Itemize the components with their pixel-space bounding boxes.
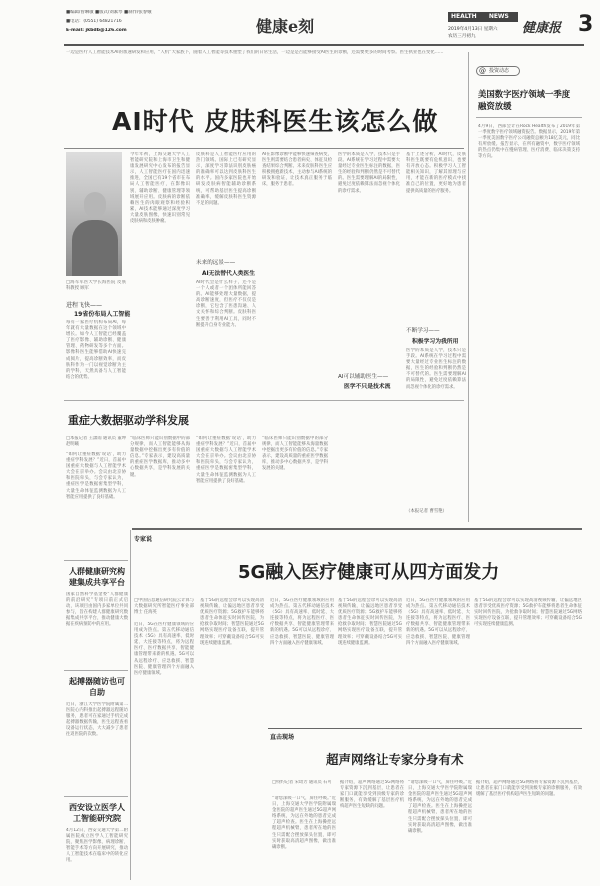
masthead-lunar: 农历三月初九 [448, 34, 476, 39]
masthead-section-title: 健康e刻 [256, 17, 315, 36]
news5-title: 西安设立医学人工智能研究院 [69, 803, 125, 823]
health-label: HEALTH [451, 13, 477, 20]
health-news-bar [448, 12, 518, 22]
subheading-2b: AI无法替代人类医生 [202, 271, 256, 277]
subheading-4: 不断学习—— [406, 328, 440, 334]
feature-text-2: 基于5G的远程会诊可以实现高清视频传输，让偏远地区患者享受优质医疗资源；5G救护车能够将患者生命体征实时回传医院，为抢救争取时间；智慧医院通过5G网络实现医疗设备互联，提升管理效率；可穿戴设备结合5G可实现连续健康监测。 [200, 598, 264, 646]
news5-rule [64, 796, 128, 797]
masthead-phone: ■电话：(0551) 64821716 [66, 19, 122, 24]
left-col2-text-b: “临床医师只能识别数据中的部分规律，而人工智能能够从海量数据中挖掘出更多有价值的信息。”专家表示，建设高质量的重症医学数据库，推动多中心数据共享，是学科发展的关键。 [130, 436, 190, 478]
headline-rule [64, 148, 464, 149]
feature-byline: □中国信息通信研究院云计算与大数据研究所智能医疗事业部 博士 任海英 [134, 598, 194, 616]
portrait-body-shape [72, 220, 118, 276]
left-col2-rule [64, 400, 464, 401]
masthead [0, 0, 600, 46]
portrait-head-shape [84, 192, 106, 218]
col1-text: 每有一家医疗机构布局AI，每年就有大量数据在这个领域中增长。如今人工智能已经覆盖了医疗影像、辅助诊断、健康管理、药物研发等多个方面。影像科医生能够借助AI快速完成阅片，提高诊断效率，而皮肤科作为一门以视觉诊断为主的学科，天然具备与人工智能结合的优势。 [66, 320, 126, 380]
scene-text-1: “请您深吸一口气，屏住呼吸。”近日，上海交通大学医学院附属瑞金医院的超声医生通过5G超声网络系统，为远在外地的患者完成了超声检查。医生在上海操控远程超声机械臂，患者所在地的医生只需配合摆放探头位置，即可实时获取高清超声图像，做出准确诊断。 [272, 796, 336, 850]
subheading-4b: 积极学习为我所用 [412, 339, 459, 345]
news4-text: 近日，浙江大学医学院附属第二医院心内科推出起搏器远程随访服务，患者可在家通过手机完成起搏器数据传输，医生远程查看设备运行状态，大大减少了患者往返医院的次数。 [66, 702, 128, 738]
feature-top-rule [132, 528, 582, 530]
col1-subheading: 进程飞快—— [66, 302, 103, 309]
article-col2: 今年年初，上海交通大学人工智能研究院和上海市卫生和健康发展研究中心发布的报告显示，人工智能医疗在国内迅速推进，全国已有19个省市在布局人工智能医疗，在影像识别、辅助诊断、健康管理等领域展开应用。皮肤病的诊断依赖医生的肉眼观察和经验积累，AI技术能够通过深度学习大量皮肤图像，快速识别常见皮肤病和皮肤肿瘤。 [130, 152, 190, 225]
subheading-2: 未来的远景—— [196, 260, 236, 266]
left-col2-title: 重症大数据驱动学科发展 [68, 414, 189, 427]
feature-text-5: 近日，5G在医疗健康领域的应用成为热点。第五代移动通信技术（5G）具有高速率、低时延、大连接等特点，将为远程医疗、医疗数据共享、智能健康管理带来新的机遇。5G可以从远程诊疗、应急救援、智慧医院、健康管理四个方面融入医疗健康领域。 [406, 598, 470, 646]
scene-text-3: “请您深吸一口气，屏住呼吸。”近日，上海交通大学医学院附属瑞金医院的超声医生通过5G超声网络系统，为远在外地的患者完成了超声检查。医生在上海操控远程超声机械臂，患者所在地的医生只需配合摆放探头位置，即可实时获取高清超声图像，做出准确诊断。 [408, 780, 472, 834]
brief-text: 4月9日，西部会计在Rock Health发布了2019年第一季度数字医疗领域融资报告。数据显示，2019年第一季度美国数字医疗公司融资总额为18亿美元，同比有所放缓。报告显示，在所有融资中，数字医疗领域的热点仍集中在慢病管理、医疗消费、临床决策支持等方向。 [478, 124, 580, 160]
brief-title: 美国数字医疗领域一季度融资放缓 [478, 89, 571, 111]
article-col3: 皮肤科是人工智能医疗应用的热门领域。国际上已有研究显示，深度学习算法识别皮肤癌的准确率可以达到皮肤科医生的水平。国内多家医院也开始研发皮肤病智能辅助诊断系统，可帮助基层医生提高诊断准确率，缓解皮肤科医生资源不足的问题。 [196, 152, 256, 206]
article-col5b: 基于上述分析，AI时代，皮肤科医生既要有危机意识，也要有开放心态。积极学习人工智能相关知识，了解其原理与应用，才能在新的医疗模式中找准自己的位置，更好地为患者提供高质量的医疗服务。 [406, 152, 466, 194]
article-col5c: 医学的本质是人学，技术只是手段。AI系统在学习过程中需要大量经过专业医生标注的数据，医生的经验和判断仍然是不可替代的。医生需要理解AI的局限性，避免过度依赖算法而忽视个体化的诊疗需求。 [406, 348, 466, 390]
news3-title: 人群健康研究构建集成共享平台 [69, 567, 125, 587]
masthead-email: E-mail: jkbdb@126.com [66, 28, 127, 33]
masthead-editor-line: ■编辑/曾琳敏 ■版式/刘素琴 ■制作/张春娥 [66, 10, 152, 15]
paper-name: 健康报 [522, 21, 562, 36]
masthead-rule [64, 44, 584, 46]
scene-label: 直击现场 [270, 734, 295, 741]
intro-text: 一边是医疗人工智能技术AI的加速研发和应用，“人机”大家族下，随着人工智能等技术重塑了我们的日常生活，一边是是否能够接受AI医生的诊断，还需要更多的时间考察。医生执业也在变化…… [66, 50, 444, 55]
masthead-date: 2019年4月13日 星期六 [448, 27, 498, 32]
feature-text-6: 基于5G的远程会诊可以实现高清视频传输，让偏远地区患者享受优质医疗资源；5G救护车能够将患者生命体征实时回传医院，为抢救争取时间；智慧医院通过5G网络实现医疗设备互联，提升管理效率；可穿戴设备结合5G可实现连续健康监测。 [474, 598, 582, 628]
feature-headline: 5G融入医疗健康可从四方面发力 [238, 562, 500, 583]
news3-rule [64, 560, 128, 561]
feature-text-4: 基于5G的远程会诊可以实现高清视频传输，让偏远地区患者享受优质医疗资源；5G救护车能够将患者生命体征实时回传医院，为抢救争取时间；智慧医院通过5G网络实现医疗设备互联，提升管理效率；可穿戴设备结合5G可实现连续健康监测。 [338, 598, 402, 646]
article-col3b: AI时代会是什么样子，还不是一个人或者一个团体所能回答的。AI能够处理大量数据，提高诊断速度，但医疗不仅仅是诊断，它包含了医患沟通、人文关怀和综合判断。皮肤科医生要善于利用AI工具，同时不断提升自身专业能力。 [196, 280, 256, 328]
portrait-photo [66, 152, 122, 276]
left-col2-text-d: “临床医师只能识别数据中的部分规律，而人工智能能够从海量数据中挖掘出更多有价值的信息。”专家表示，建设高质量的重症医学数据库，推动多中心数据共享，是学科发展的关键。 [262, 436, 328, 472]
news4-title: 起搏器随访也可自助 [69, 677, 125, 697]
scene-text-4: 据介绍，超声网络通过5G网络将专家资源下沉到基层，让患者在家门口就能享受到顶级专家的诊断服务，有效缓解了基层医疗机构超声医生短缺的问题。 [476, 780, 582, 798]
news3-text: 国家自然科学基金委“人群健康的前沿研究”专项日前正式启动，该项目由国内多家单位共同参与，旨在构建人群健康研究数据集成共享平台，推动健康大数据在疾病预防中的应用。 [66, 592, 128, 628]
feature-label: 专家说 [134, 536, 153, 543]
brief-header-label: 投资动态 [489, 68, 510, 74]
news4-rule [64, 670, 128, 671]
left-col2-byline: □本报记者 王潇雨 通讯员 董坤 赵明曦 [66, 436, 126, 448]
page-number: 3 [578, 12, 594, 37]
news5-text: 4月12日，西安交通大学第二附属医院成立医学人工智能研究院，聚焦医学影像、病理诊断、智能手术等方向开展研究，推动人工智能技术在临床中的转化应用。 [66, 828, 128, 864]
brief-header [476, 66, 520, 76]
scene-byline: □特约记者 宋琦芳 通讯员 石可 [272, 780, 332, 785]
scene-rule [268, 728, 582, 729]
subheading-3b: 医学不只是技术流 [344, 384, 391, 390]
news-label: NEWS [488, 13, 509, 20]
article-col5: 医学的本质是人学，技术只是手段。AI系统在学习过程中需要大量经过专业医生标注的数据，医生的经验和判断仍然是不可替代的。医生需要理解AI的局限性，避免过度依赖算法而忽视个体化的诊疗需求。 [338, 152, 400, 194]
col1-subheading-2: 19省份布局人工智能 [74, 311, 131, 318]
article-col4: AI在影像诊断中能够快速筛查病变，医生则需要结合患者病史、体征及检查结果综合判断。未来皮肤科医生应积极拥抱新技术，主动参与AI系统的研发和验证，让技术真正服务于临床，服务于患者。 [262, 152, 332, 188]
photo-caption: □海军军医大学长海医院 皮肤科教授 顾军 [66, 280, 126, 292]
brief-title-rule [476, 117, 582, 118]
scene-headline: 超声网络让专家分身有术 [326, 752, 464, 767]
article-signature: （本报记者 曹雪艳） [406, 509, 447, 514]
feature-text-1: 近日，5G在医疗健康领域的应用成为热点。第五代移动通信技术（5G）具有高速率、低时延、大连接等特点，将为远程医疗、医疗数据共享、智能健康管理带来新的机遇。5G可以从远程诊疗、应急救援、智慧医院、健康管理四个方面融入医疗健康领域。 [134, 622, 194, 676]
left-col2-text: “如何让重症数据‘说话’，助力重症学科发展？”近日，首届中国重症大数据与人工智能学术大会在京举办。会议由北京协和医院牵头，与会专家认为，重症医学是数据密集型学科，大量生命体征监测数据为人工智能应用提供了良好基础。 [66, 452, 126, 500]
left-sidebar-divider [130, 530, 131, 880]
left-col2-text-c: “如何让重症数据‘说话’，助力重症学科发展？”近日，首届中国重症大数据与人工智能学术大会在京举办。会议由北京协和医院牵头，与会专家认为，重症医学是数据密集型学科，大量生命体征监测数据为人工智能应用提供了良好基础。 [196, 436, 256, 484]
subheading-3: AI可以辅助医生—— [338, 374, 389, 380]
sidebar-divider [468, 52, 469, 522]
main-headline: AI时代 皮肤科医生该怎么做 [112, 107, 439, 136]
feature-text-3: 近日，5G在医疗健康领域的应用成为热点。第五代移动通信技术（5G）具有高速率、低时延、大连接等特点，将为远程医疗、医疗数据共享、智能健康管理带来新的机遇。5G可以从远程诊疗、应急救援、智慧医院、健康管理四个方面融入医疗健康领域。 [270, 598, 334, 646]
investment-icon: @ [479, 67, 486, 75]
scene-text-2: 据介绍，超声网络通过5G网络将专家资源下沉到基层，让患者在家门口就能享受到顶级专家的诊断服务，有效缓解了基层医疗机构超声医生短缺的问题。 [340, 780, 404, 810]
